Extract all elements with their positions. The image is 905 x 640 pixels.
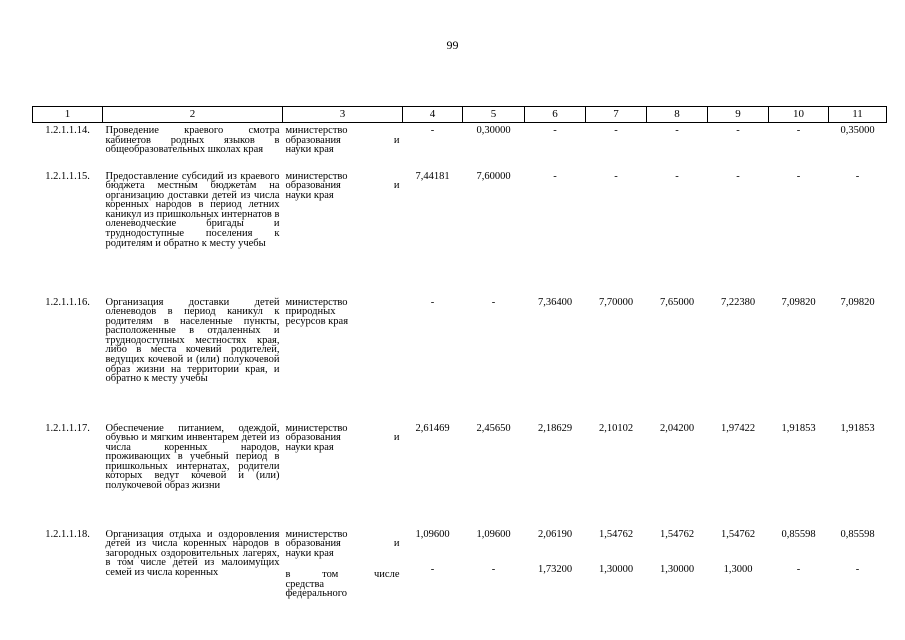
row-value-pair xyxy=(525,527,586,607)
row-value: 7,60000 xyxy=(476,170,511,182)
row-value: 7,36400 xyxy=(537,296,573,308)
row-executor: министерство образования и науки края xyxy=(285,422,400,453)
row-value-pair xyxy=(708,527,769,607)
row-value: 2,04200 xyxy=(659,422,695,434)
row-value: 1,97422 xyxy=(720,422,756,434)
column-header: 6 xyxy=(525,107,586,123)
table-header-row xyxy=(33,107,887,123)
row-value-federal: 1,30000 xyxy=(598,564,634,576)
column-header: 5 xyxy=(463,107,525,123)
row-value: 7,09820 xyxy=(840,296,875,308)
row-executor: министерство образования и науки края xyxy=(285,170,400,201)
row-value: 1,91853 xyxy=(781,422,816,434)
row-name: Организация доставки детей оленеводов в период каникул к родителям в населенные пункты, расположенные в отдаленных и труднодоступных местностях края, либо в места кочевий родителей, ведущих кочевой и (или) полукочевой образ жизни на территории края, и обратно к месту учебы xyxy=(105,296,280,385)
row-value: 2,10102 xyxy=(598,422,634,434)
row-value: - xyxy=(553,125,557,136)
row-code: 1.2.1.1.14. xyxy=(45,125,90,136)
column-header: 3 xyxy=(283,107,403,123)
column-header: 2 xyxy=(103,107,283,123)
row-value-pair xyxy=(769,527,829,607)
row-value: 0,30000 xyxy=(476,125,511,136)
row-value-federal: - xyxy=(855,564,860,576)
column-header: 7 xyxy=(586,107,647,123)
row-value: 1,09600 xyxy=(415,528,450,540)
table-row xyxy=(33,421,887,527)
row-value: - xyxy=(736,170,740,182)
row-value: 1,91853 xyxy=(840,422,875,434)
row-value: 2,06190 xyxy=(537,528,573,540)
row-value: - xyxy=(736,125,740,136)
row-value: - xyxy=(796,170,801,182)
row-value-pair xyxy=(463,527,525,607)
row-value: 2,18629 xyxy=(537,422,573,434)
row-value-pair xyxy=(647,527,708,607)
row-executor: министерство образования и науки края в том числе средства федерального xyxy=(285,528,400,600)
row-value: - xyxy=(614,125,618,136)
column-header: 8 xyxy=(647,107,708,123)
row-value: - xyxy=(855,170,860,182)
row-value: 1,54762 xyxy=(659,528,695,540)
row-value-federal: 1,30000 xyxy=(659,564,695,576)
row-value: - xyxy=(553,170,557,182)
row-value: - xyxy=(491,296,496,308)
row-executor: министерство образования и науки края xyxy=(285,125,400,156)
row-value-pair xyxy=(403,527,463,607)
row-value: 7,65000 xyxy=(659,296,695,308)
table-row xyxy=(33,527,887,607)
row-name: Проведение краевого смотра кабинетов родных языков в общеобразовательных школах края xyxy=(105,125,280,156)
row-value-federal: - xyxy=(491,564,496,576)
row-code: 1.2.1.1.15. xyxy=(45,170,90,182)
row-value: 2,61469 xyxy=(415,422,450,434)
column-header: 11 xyxy=(829,107,887,123)
row-value: 1,54762 xyxy=(720,528,756,540)
row-value: 1,09600 xyxy=(476,528,511,540)
row-value-federal: 1,73200 xyxy=(537,564,573,576)
row-value-federal: - xyxy=(430,564,435,576)
table-row xyxy=(33,169,887,295)
row-value: - xyxy=(614,170,618,182)
row-value: 7,22380 xyxy=(720,296,756,308)
row-value: 0,85598 xyxy=(781,528,816,540)
row-name: Обеспечение питанием, одеждой, обувью и мягким инвентарем детей из числа коренных народов, проживающих в учебный период в пришкольных интернатах, родители которых ведут кочевой и (или) полукочевой образ жизни xyxy=(105,422,280,492)
row-value: 0,35000 xyxy=(840,125,875,136)
row-value: 7,09820 xyxy=(781,296,816,308)
column-header: 10 xyxy=(769,107,829,123)
row-name: Организация отдыха и оздоровления детей из числа коренных народов в загородных оздоровительных лагерях, в том числе детей из малоимущих семей из числа коренных xyxy=(105,528,280,578)
table-row xyxy=(33,295,887,421)
program-table xyxy=(32,106,887,607)
column-header: 4 xyxy=(403,107,463,123)
row-value: 1,54762 xyxy=(598,528,634,540)
row-value: 2,45650 xyxy=(476,422,511,434)
table-row xyxy=(33,123,887,169)
row-value: - xyxy=(675,170,679,182)
page-number: 99 xyxy=(446,38,459,52)
row-value-pair xyxy=(586,527,647,607)
row-code: 1.2.1.1.16. xyxy=(45,296,90,308)
row-code: 1.2.1.1.17. xyxy=(45,422,90,434)
row-value: - xyxy=(430,296,435,308)
row-value: - xyxy=(430,125,435,136)
row-value-federal: 1,3000 xyxy=(723,564,753,576)
column-header: 1 xyxy=(33,107,103,123)
row-value-federal: - xyxy=(796,564,801,576)
row-value: 7,70000 xyxy=(598,296,634,308)
row-value: 0,85598 xyxy=(840,528,875,540)
column-header: 9 xyxy=(708,107,769,123)
row-executor: министерство природных ресурсов края xyxy=(285,296,349,327)
row-value: - xyxy=(675,125,679,136)
row-value: 7,44181 xyxy=(415,170,450,182)
row-code: 1.2.1.1.18. xyxy=(45,528,90,540)
row-name: Предоставление субсидий из краевого бюджета местным бюджетам на организацию доставки детей из числа коренных народов в период летних каникул из пришкольных интернатов в оленеводческие бригады и труднодоступные поселения к родителям и обратно к месту учебы xyxy=(105,170,280,249)
row-value: - xyxy=(796,125,801,136)
row-value-pair xyxy=(829,527,887,607)
